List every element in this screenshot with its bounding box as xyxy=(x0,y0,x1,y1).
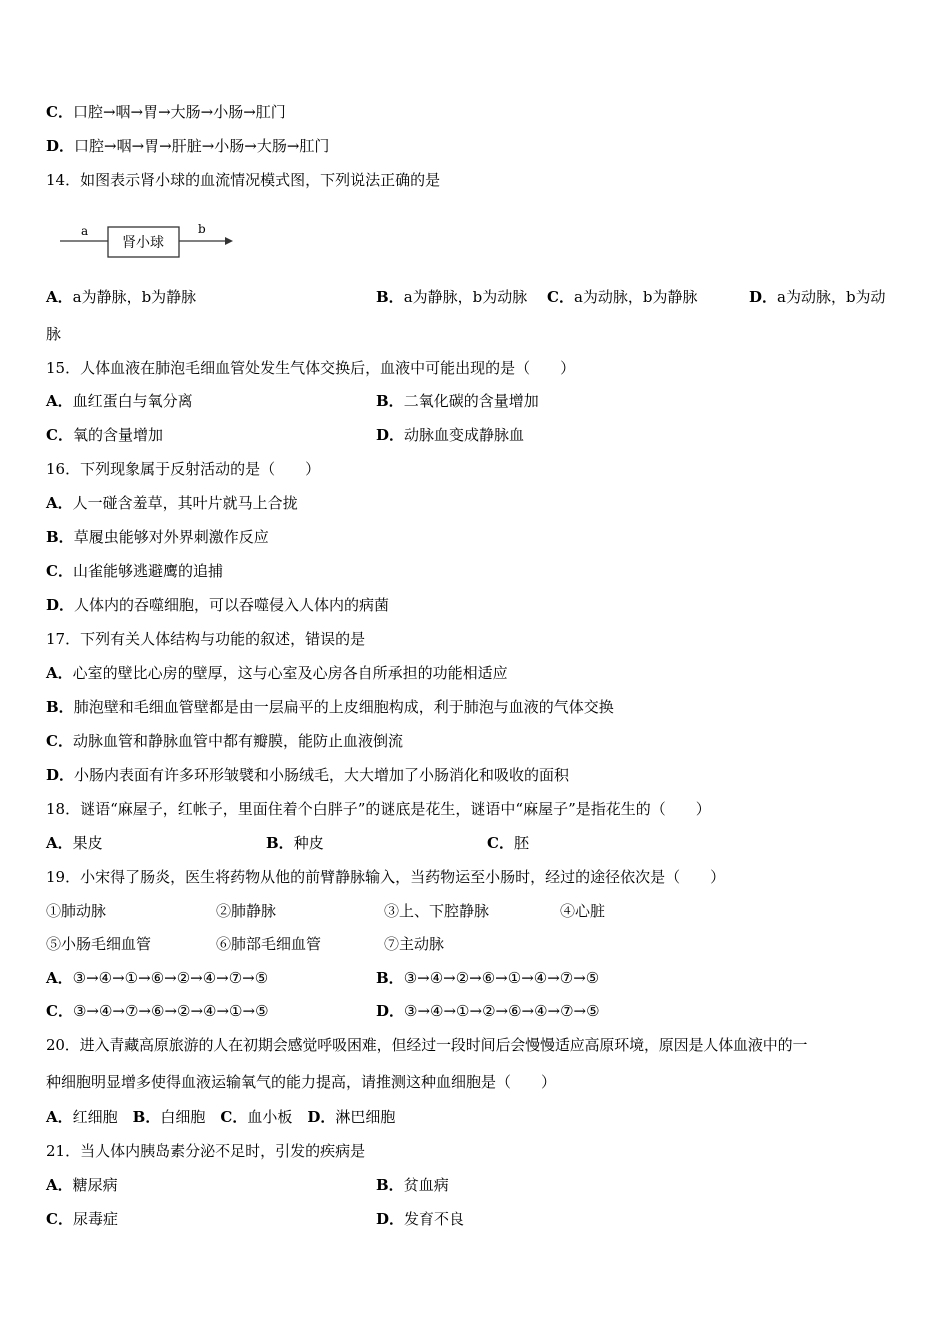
q18-option-b: B．种皮 xyxy=(266,834,324,852)
q19-option-b: B．③→④→②→⑥→①→④→⑦→⑤ xyxy=(376,969,600,987)
q17-option-a: A．心室的壁比心房的壁厚，这与心室及心房各自所承担的功能相适应 xyxy=(46,664,508,682)
option-letter: D． xyxy=(46,137,75,155)
q14-option-d: D．a为动脉，b为动 xyxy=(749,288,886,306)
q16-option-b: B．草履虫能够对外界刺激作反应 xyxy=(46,528,269,546)
q19-item: ⑦主动脉 xyxy=(384,935,445,953)
glomerulus-diagram xyxy=(55,215,240,265)
option-c xyxy=(46,102,286,122)
q21-option-a: A．糖尿病 xyxy=(46,1176,118,1194)
q19-option-a: A．③→④→①→⑥→②→④→⑦→⑤ xyxy=(46,969,269,987)
q17-option-d: D．小肠内表面有许多环形皱襞和小肠绒毛，大大增加了小肠消化和吸收的面积 xyxy=(46,766,570,784)
question-14-stem: 14．如图表示肾小球的血流情况模式图，下列说法正确的是 xyxy=(46,171,441,189)
q18-option-c: C．胚 xyxy=(487,834,529,852)
arrow-head-icon xyxy=(225,237,233,245)
q17-option-b: B．肺泡壁和毛细血管壁都是由一层扁平的上皮细胞构成，利于肺泡与血液的气体交换 xyxy=(46,698,614,716)
option-d xyxy=(46,136,329,156)
q19-option-c: C．③→④→⑦→⑥→②→④→①→⑤ xyxy=(46,1002,269,1020)
q19-item: ④心脏 xyxy=(560,902,606,920)
q19-item: ⑤小肠毛细血管 xyxy=(46,935,152,953)
outflow-label: b xyxy=(198,222,206,236)
q17-option-c: C．动脉血管和静脉血管中都有瓣膜，能防止血液倒流 xyxy=(46,732,403,750)
question-15-stem: 15．人体血液在肺泡毛细血管处发生气体交换后，血液中可能出现的是（ ） xyxy=(46,359,576,377)
q19-item: ①肺动脉 xyxy=(46,902,107,920)
q18-option-a: A．果皮 xyxy=(46,834,103,852)
q16-option-d: D．人体内的吞噬细胞，可以吞噬侵入人体内的病菌 xyxy=(46,596,390,614)
inflow-label: a xyxy=(81,224,89,238)
q21-option-d: D．发育不良 xyxy=(376,1210,465,1228)
q21-option-b: B．贫血病 xyxy=(376,1176,449,1194)
q21-option-c: C．尿毒症 xyxy=(46,1210,118,1228)
q14-option-d-wrap: 脉 xyxy=(46,325,62,343)
q15-option-b: B．二氧化碳的含量增加 xyxy=(376,392,539,410)
q19-item: ②肺静脉 xyxy=(216,902,277,920)
option-letter: C． xyxy=(46,103,73,121)
q14-option-a: A．a为静脉，b为静脉 xyxy=(46,288,197,306)
q15-option-d: D．动脉血变成静脉血 xyxy=(376,426,525,444)
question-18-stem: 18．谜语“麻屋子，红帐子，里面住着个白胖子”的谜底是花生，谜语中“麻屋子”是指花生的（ ） xyxy=(46,800,711,818)
q19-option-d: D．③→④→①→②→⑥→④→⑦→⑤ xyxy=(376,1002,600,1020)
question-21-stem: 21．当人体内胰岛素分泌不足时，引发的疾病是 xyxy=(46,1142,366,1160)
question-16-stem: 16．下列现象属于反射活动的是（ ） xyxy=(46,460,321,478)
glomerulus-label: 肾小球 xyxy=(122,235,164,251)
q16-option-c: C．山雀能够逃避鹰的追捕 xyxy=(46,562,223,580)
q15-option-c: C．氧的含量增加 xyxy=(46,426,163,444)
option-text: 口腔→咽→胃→肝脏→小肠→大肠→肛门 xyxy=(74,137,330,155)
question-20-stem-line2: 种细胞明显增多使得血液运输氧气的能力提高，请推测这种血细胞是（ ） xyxy=(46,1073,557,1091)
q20-options: A．红细胞 B．白细胞 C．血小板 D．淋巴细胞 xyxy=(46,1108,396,1126)
question-20-stem-line1: 20．进入青藏高原旅游的人在初期会感觉呼吸困难，但经过一段时间后会慢慢适应高原环境，原因是人体血液中的一 xyxy=(46,1036,808,1054)
q14-option-c: C．a为动脉，b为静脉 xyxy=(547,288,698,306)
q19-item: ③上、下腔静脉 xyxy=(384,902,490,920)
q14-option-b: B．a为静脉，b为动脉 xyxy=(376,288,528,306)
question-19-stem: 19．小宋得了肠炎，医生将药物从他的前臂静脉输入，当药物运至小肠时，经过的途径依次是（ ） xyxy=(46,868,726,886)
question-17-stem: 17．下列有关人体结构与功能的叙述，错误的是 xyxy=(46,630,366,648)
q16-option-a: A．人一碰含羞草，其叶片就马上合拢 xyxy=(46,494,298,512)
q19-item: ⑥肺部毛细血管 xyxy=(216,935,322,953)
q15-option-a: A．血红蛋白与氧分离 xyxy=(46,392,193,410)
option-text: 口腔→咽→胃→大肠→小肠→肛门 xyxy=(72,103,286,121)
